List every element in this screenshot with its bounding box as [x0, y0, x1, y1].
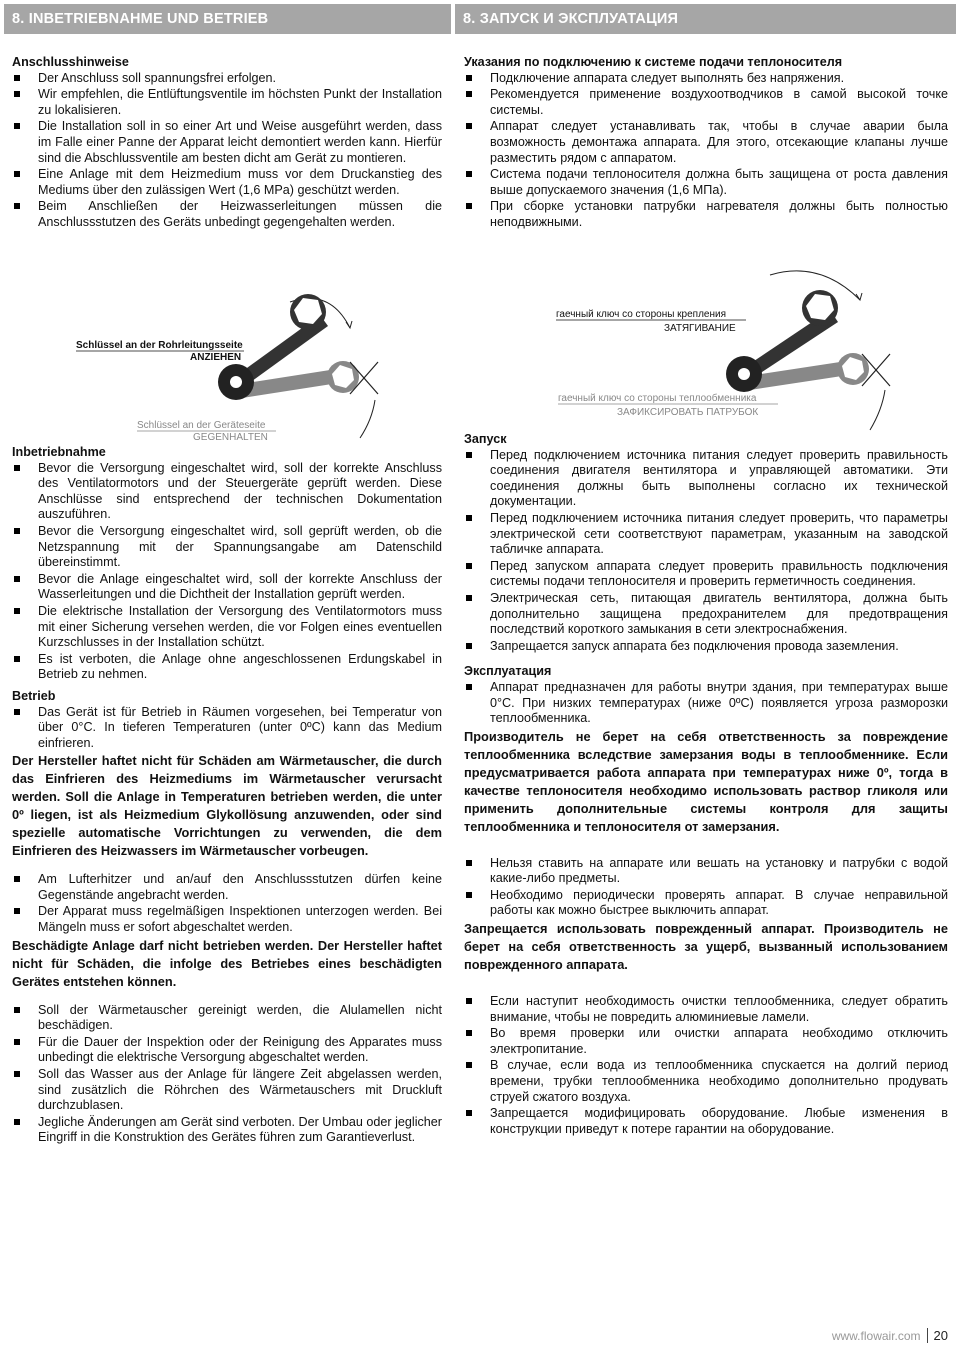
list-item: Soll das Wasser aus der Anlage für längere Zeit abgelassen werden, sind zusätzlich die Röhrchen des Wärmetauschers mit Druckluft durchzublasen.: [12, 1067, 442, 1114]
list-item: Электрическая сеть, питающая двигатель вентилятора, должна быть дополнительно защищена предохранителем для предотвращения последствий короткого замыкания в сети электроснабжения.: [464, 591, 948, 638]
list-item: Soll der Wärmetauscher gereinigt werden, die Alulamellen nicht beschädigen.: [12, 1003, 442, 1034]
list-item: Für die Dauer der Inspektion oder der Reinigung des Apparates muss unbedingt die elektrische Versorgung abgeschaltet werden.: [12, 1035, 442, 1066]
de-connection-list: [12, 71, 442, 231]
list-item: При сборке установки патрубки нагревателя должны быть полностью неподвижными.: [464, 199, 948, 230]
list-item: Запрещается модифицировать оборудование. Любые изменения в конструкции приведут к потере гарантии на оборудование.: [464, 1106, 948, 1137]
list-item: Перед запуском аппарата следует проверить правильность подключения системы подачи теплоносителя и проверить герметичность соединения.: [464, 559, 948, 590]
section-header-de: 8. INBETRIEBNAHME UND BETRIEB: [4, 4, 451, 34]
ru-operation-heading: Эксплуатация: [464, 664, 552, 679]
ru-connection-heading: Указания по подключению к системе подачи теплоносителя: [464, 55, 843, 69]
ru-startup-heading: Запуск: [464, 432, 507, 446]
de-connection-heading: Anschlusshinweise: [12, 55, 129, 69]
de-commissioning-list: [12, 461, 442, 683]
ru-pipe-key-action: ЗАТЯГИВАНИЕ: [664, 323, 736, 334]
list-item: Рекомендуется применение воздухоотводчиков в самой высокой точке системы.: [464, 87, 948, 118]
list-item: Bevor die Versorgung eingeschaltet wird, soll geprüft werden, ob die Netzspannung mit der Spannungsangabe am Datenschild übereinstimmt.: [12, 524, 442, 571]
de-operation-list: [12, 705, 442, 752]
list-item: Нельзя ставить на аппарате или вешать на установку и патрубки с водой какие-либо предметы.: [464, 856, 948, 887]
de-operation-section: [12, 445, 442, 1147]
ru-connection-section: [464, 55, 948, 232]
list-item: Запрещается запуск аппарата без подключения провода заземления.: [464, 639, 948, 655]
section-header-ru: 8. ЗАПУСК И ЭКСПЛУАТАЦИЯ: [455, 4, 956, 34]
ru-warning-damaged: Запрещается использовать поврежденный аппарат. Производитель не берет на себя ответственность за ущерб, вызванный использованием поврежденного аппарата.: [464, 921, 948, 973]
list-item: Система подачи теплоносителя должна быть защищена от роста давления выше допускаемого значения (1,6 МПа).: [464, 167, 948, 198]
page-footer: [832, 1328, 948, 1343]
de-pipe-key-action: ANZIEHEN: [190, 352, 242, 363]
ru-device-key-label: гаечный ключ со стороны теплообменника: [558, 393, 757, 404]
ru-operation-list: [464, 680, 948, 727]
list-item: Wir empfehlen, die Entlüftungsventile im höchsten Punkt der Installation zu lokalisieren.: [12, 87, 442, 118]
ru-connection-list: [464, 71, 948, 231]
list-item: В случае, если вода из теплообменника спускается на долгий период времени, трубки теплообменника необходимо дополнительно продувать струей сжатого воздуха.: [464, 1058, 948, 1105]
de-device-key-action: GEGENHALTEN: [193, 432, 268, 443]
list-item: Eine Anlage mit dem Heizmedium muss vor dem Druckanstieg des Mediums über den zulässigen Wert (1,6 MPa) geschützt werden.: [12, 167, 442, 198]
ru-operation-section: [464, 432, 948, 1138]
list-item: Bevor die Anlage eingeschaltet wird, soll der korrekte Anschluss der Wasserleitungen und die Dichtheit der Installation geprüft werden.: [12, 572, 442, 603]
ru-operation-list-3: [464, 994, 948, 1137]
list-item: Подключение аппарата следует выполнять без напряжения.: [464, 71, 948, 87]
list-item: Die elektrische Installation der Versorgung des Ventilatormotors muss mit einer Sicherung versehen werden, die vor Folgen eines eventuellen Kurzschlusses in der Installation schützt.: [12, 604, 442, 651]
list-item: Jegliche Änderungen am Gerät sind verboten. Der Umbau oder jeglicher Eingriff in die Konstruktion des Gerätes führen zum Garantieverlust.: [12, 1115, 442, 1146]
ru-wrench-group: [0, 270, 890, 445]
list-item: Beim Anschließen der Heizwasserleitungen müssen die Anschlussstutzen des Geräts unbedingt gegengehalten werden.: [12, 199, 442, 230]
list-item: Das Gerät ist für Betrieb in Räumen vorgesehen, bei Temperatur von über 0°C. In tieferen Temperaturen (unter 0ºC) kann das Medium einfrieren.: [12, 705, 442, 752]
wrench-diagram: [0, 270, 960, 445]
de-warning-damaged: Beschädigte Anlage darf nicht betrieben werden. Der Hersteller haftet nicht für Schäden, die infolge des Betriebes eines beschädigten Gerätes entstehen können.: [12, 937, 442, 989]
ru-startup-list: [464, 448, 948, 655]
list-item: Аппарат следует устанавливать так, чтобы в случае аварии была возможность демонтажа аппарата. Для этого, отсекающие клапаны лучше разместить рядом с аппаратом.: [464, 119, 948, 166]
de-warning-freezing: Der Hersteller haftet nicht für Schäden am Wärmetauscher, die durch das Einfrieren des Heizmediums im Wärmetauscher verursacht werden. Soll die Anlage in Temperaturen betrieben werden, die unter 0º liegen, ist als Heizmedium Glykollösung anzuwenden, oder sind spezielle automatische Vorrichtungen zu verwenden, die dem Einfrieren des Heizwassers im Wärmetauscher vorbeugen.: [12, 753, 442, 859]
list-item: Перед подключением источника питания следует проверить правильность соединения двигателя вентилятора и управляющей автоматики. Эти соединения должны быть выполнены согласно их технической документации.: [464, 448, 948, 510]
list-item: Die Installation soll in so einer Art und Weise ausgeführt werden, dass im Falle einer Panne der Apparat leicht demontiert werden kann. Hierfür sind die Abschlussventile am besten dicht am Gerät zu montieren.: [12, 119, 442, 166]
list-item: Если наступит необходимость очистки теплообменника, следует обратить внимание, чтобы не повредить алюминиевые ламели.: [464, 994, 948, 1025]
de-operation-list-2: [12, 872, 442, 935]
list-item: Am Lufterhitzer und an/auf den Anschlussstutzen dürfen keine Gegenstände angebracht werden.: [12, 872, 442, 903]
list-item: Во время проверки или очистки аппарата необходимо отключить электропитание.: [464, 1026, 948, 1057]
footer-url[interactable]: www.flowair.com: [831, 1329, 921, 1343]
de-wrench-group: [76, 294, 378, 443]
de-device-key-label: Schlüssel an der Geräteseite: [137, 420, 266, 431]
de-operation-list-3: [12, 1003, 442, 1146]
ru-warning-freezing: Производитель не берет на себя ответственность за повреждение теплообменника вследствие замерзания воды в теплообменнике. Если предусматривается работа аппарата при температурах ниже 0º, тогда в качестве теплоносителя необходимо использовать раствор гликоля или применить дополнительные системы контроля для защиты теплообменника и теплоносителя от замерзания.: [464, 728, 948, 834]
ru-pipe-key-label: гаечный ключ со стороны крепления: [556, 309, 727, 320]
de-connection-section: [12, 55, 442, 232]
list-item: Der Apparat muss regelmäßigen Inspektionen unterzogen werden. Bei Mängeln muss er sofort abgeschaltet werden.: [12, 904, 442, 935]
de-operation-heading: Betrieb: [12, 688, 56, 703]
ru-device-key-action: ЗАФИКСИРОВАТЬ ПАТРУБОК: [617, 407, 759, 418]
de-commissioning-heading: Inbetriebnahme: [12, 445, 106, 459]
page-number: 20: [927, 1328, 948, 1343]
list-item: Аппарат предназначен для работы внутри здания, при температурах выше 0°C. При низких температурах (ниже 0ºC) появляется угроза разморозки теплообменника.: [464, 680, 948, 727]
list-item: Необходимо периодически проверять аппарат. В случае неправильной работы как можно быстрее выключить аппарат.: [464, 888, 948, 919]
de-pipe-key-label: Schlüssel an der Rohrleitungsseite: [76, 340, 243, 351]
list-item: Bevor die Versorgung eingeschaltet wird, soll der korrekte Anschluss des Ventilatormotors und der Steuergeräte geprüft werden. Diese Anschlüsse sind entsprechend der technischen Dokumentation auszuführen.: [12, 461, 442, 523]
list-item: Перед подключением источника питания следует проверить, что параметры электрической сети соответствуют параметрам, указанным на заводской табличке аппарата.: [464, 511, 948, 558]
list-item: Es ist verboten, die Anlage ohne angeschlossenen Erdungskabel in Betrieb zu nehmen.: [12, 652, 442, 683]
ru-operation-list-2: [464, 856, 948, 919]
list-item: Der Anschluss soll spannungsfrei erfolgen.: [12, 71, 442, 87]
